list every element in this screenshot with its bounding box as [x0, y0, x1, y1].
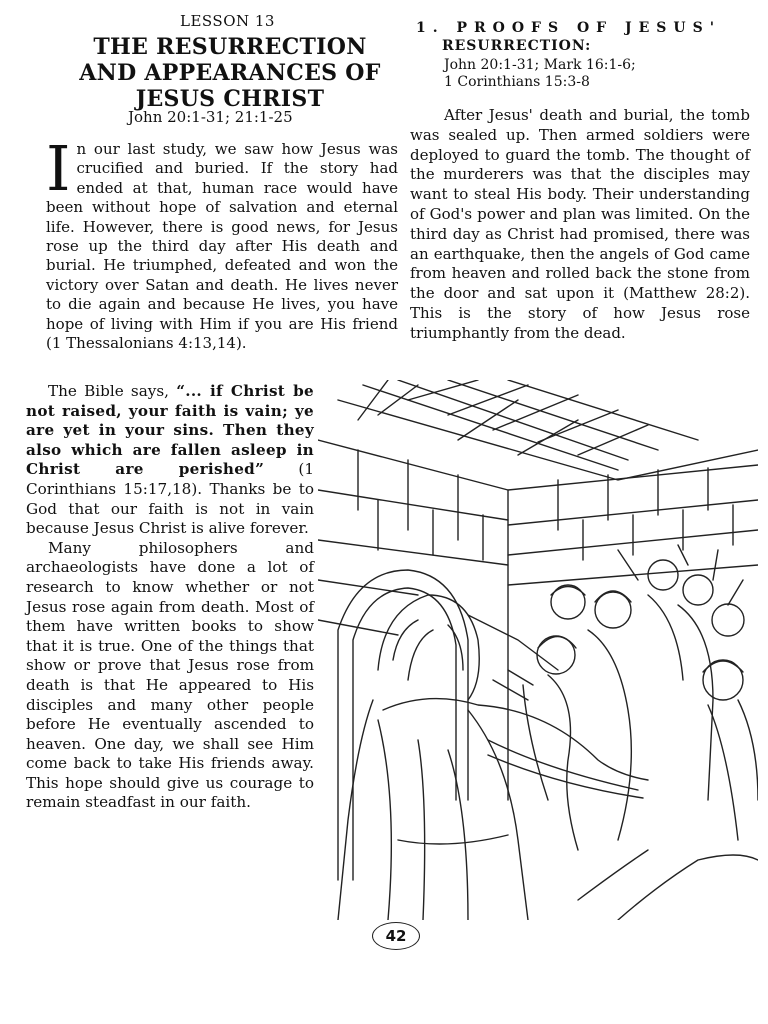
- research-paragraph: Many philosophers and archaeologists have done a lot of research to know whether or not Jesus rose again from death. Most of them have written books to show that it is true. One of the things that show or prove that Jesus rose from death is that He appeared to His disciples and many other people before He eventually ascended to heaven. One day, we shall see Him come back to take His friends away. This hope should give us courage to remain steadfast in our faith.: [26, 538, 314, 812]
- quote-citation: (1 Corinthians 15:17,18). Thanks be to God that our faith is not in vain because Jesus Christ is alive forever.: [26, 460, 314, 538]
- lesson-label: LESSON 13: [180, 12, 275, 30]
- roof-icon: [338, 380, 758, 480]
- doorway-arch-icon: [338, 570, 468, 880]
- bible-quote: “... if Christ be not raised, your faith is vain; ye are yet in your sins. Then they also which are fallen asleep in Christ are perished”: [26, 382, 314, 479]
- quote-lead-in: The Bible says,: [48, 382, 177, 400]
- lesson-references: John 20:1-31; 21:1-25: [128, 108, 293, 126]
- drop-cap: I: [46, 132, 71, 205]
- lesson-title-line-1: THE RESURRECTION: [93, 34, 367, 60]
- section-ref-line-1: John 20:1-31; Mark 16:1-6;: [444, 57, 636, 73]
- jesus-figure-icon: [338, 595, 648, 920]
- page-number: 42: [372, 922, 420, 950]
- intro-paragraph: [46, 132, 398, 353]
- disciples-group-icon: [468, 545, 758, 920]
- section-references: [444, 57, 636, 91]
- intro-text: n our last study, we saw how Jesus was crucified and buried. If the story had ended at that, human race would have been without hope of salvation and eternal life. However, there is good news, for Jesus rose up the third day after His death and burial. He triumphed, defeated and won the victory over Satan and death. He lives never to die again and because He lives, you have hope of living with Him if you are His friend (1 Thessalonians 4:13,14).: [46, 140, 398, 353]
- right-column: [410, 106, 750, 344]
- section-ref-line-2: 1 Corinthians 15:3-8: [444, 74, 590, 90]
- section-body: After Jesus' death and burial, the tomb was sealed up. Then armed soldiers were deployed to guard the tomb. The thought of the murderers was that the disciples may want to steal His body. Their understanding of God's power and plan was limited. On the third day as Christ had promised, there was an earthquake, then the angels of God came from heaven and rolled back the stone from the door and sat upon it (Matthew 28:2). This is the story of how Jesus rose triumphantly from the dead.: [410, 106, 750, 342]
- section-heading: 1. PROOFS OF JESUS': [416, 20, 721, 36]
- line-drawing-jesus-appears-to-disciples-icon: [318, 380, 758, 920]
- bible-quote-paragraph: [26, 382, 314, 539]
- lesson-title-line-2: AND APPEARANCES OF: [79, 60, 381, 86]
- left-column: [26, 382, 314, 813]
- section-subheading: RESURRECTION:: [442, 38, 592, 54]
- lesson-title-line-3: JESUS CHRIST: [135, 86, 325, 112]
